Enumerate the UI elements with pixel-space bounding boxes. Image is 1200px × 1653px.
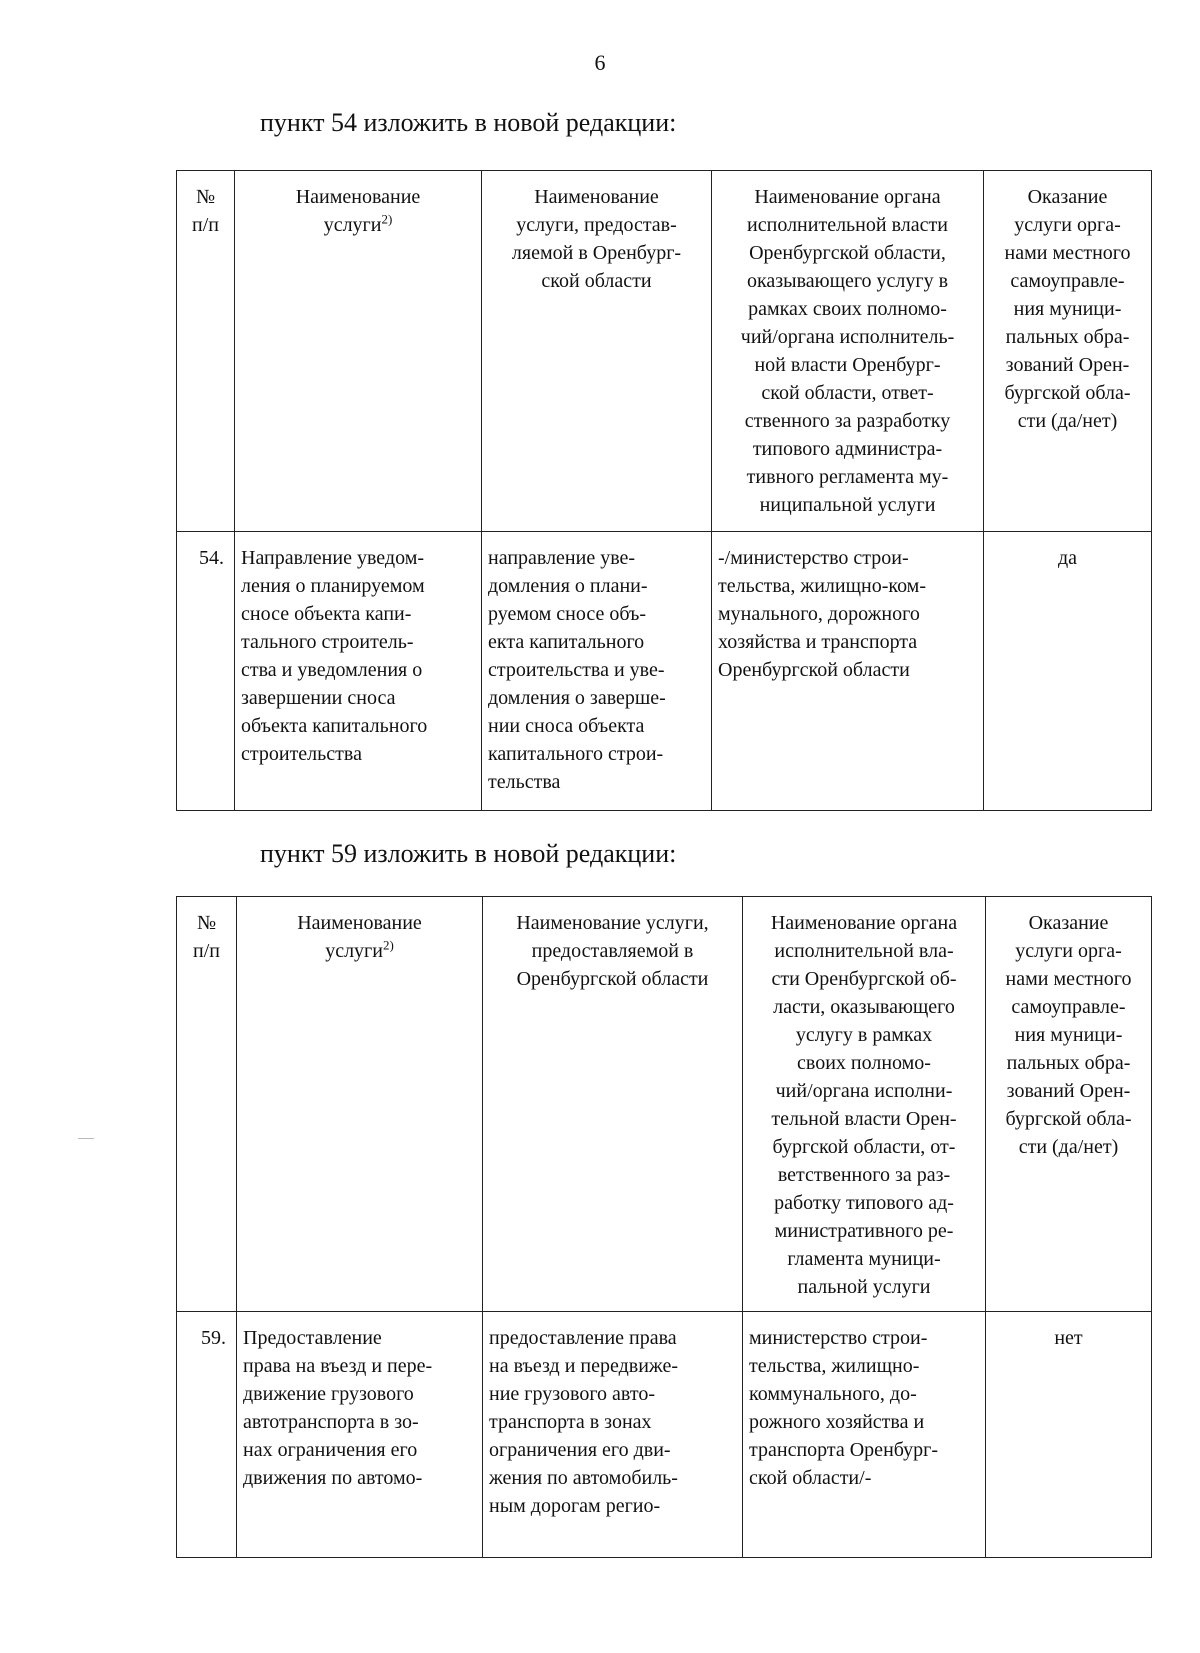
services-table-54: [176, 170, 1152, 811]
table-row: [177, 1312, 1152, 1558]
header-municipal: [986, 897, 1152, 1312]
row-organ-text: -/министерство строи- тельства, жилищно-ком- мунального, дорожного хозяйства и транспорта Оренбургской области: [718, 547, 926, 681]
row-municipal: да: [984, 532, 1152, 811]
row-service-oren: [483, 1312, 743, 1558]
row-organ-text: министерство строи- тельства, жилищно- коммунального, до- рожного хозяйства и транспорта Оренбург- ской области/-: [749, 1327, 939, 1489]
services-table-59: [176, 896, 1152, 1558]
row-municipal: нет: [986, 1312, 1152, 1558]
row-service-name-text: Предоставление права на въезд и пере- движение грузового автотранспорта в зо- нах ограничения его движения по автомо-: [243, 1327, 433, 1489]
row-organ: [712, 532, 984, 811]
header-num: [177, 897, 237, 1312]
header-service-name-text: Наименование услуги$^{2)}$: [295, 186, 421, 236]
header-num: [177, 171, 235, 532]
header-num-text: № п/п: [192, 186, 219, 236]
table-header-row: [177, 171, 1152, 532]
footnote-ref: 2): [381, 211, 393, 227]
header-service-oren-text: Наименование услуги, предоставляемой в Оренбургской области: [516, 912, 709, 990]
table-row: [177, 532, 1152, 811]
header-service-oren: [483, 897, 743, 1312]
margin-mark: [78, 1138, 94, 1139]
header-service-name: [237, 897, 483, 1312]
header-service-oren-text: Наименование услуги, предостав- ляемой в Оренбург- ской области: [511, 186, 682, 292]
row-service-name: [235, 532, 482, 811]
row-num: 54.: [177, 532, 235, 811]
header-organ: [712, 171, 984, 532]
header-service-name-text: Наименование услуги$^{2)}$: [297, 912, 422, 962]
header-organ: [743, 897, 986, 1312]
row-service-oren: [482, 532, 712, 811]
header-municipal: [984, 171, 1152, 532]
row-service-oren-text: предоставление права на въезд и передвиже- ние грузового авто- транспорта в зонах ограничения его дви- жения по автомобиль- ным дорогам регио-: [489, 1327, 679, 1517]
header-organ-text: Наименование органа исполнительной власти Оренбургской области, оказывающего услугу в рамках своих полномо- чий/органа исполнитель- ной власти Оренбург- ской области, ответ- ственного за разработку типового администра- тивного регламента му- ниципальной услуги: [740, 186, 955, 516]
row-service-name-text: Направление уведом- ления о планируемом сносе объекта капи- тального строитель- ства и уведомления о завершении сноса объекта капитального строительства: [241, 547, 428, 765]
header-organ-text: Наименование органа исполнительной вла- сти Оренбургской об- ласти, оказывающего услугу в рамках своих полномо- чий/органа исполни- тельной власти Орен- бургской области, от- ветственного за раз- работку типового ад- министративного ре- гламента муници- пальной услуги: [770, 912, 958, 1298]
header-service-name: [235, 171, 482, 532]
row-num: 59.: [177, 1312, 237, 1558]
section-intro-59: пункт 59 изложить в новой редакции:: [260, 839, 677, 868]
table-header-row: [177, 897, 1152, 1312]
section-intro-54: пункт 54 изложить в новой редакции:: [260, 108, 677, 137]
header-service-oren: [482, 171, 712, 532]
row-service-oren-text: направление уве- домления о плани- руемом сносе объ- екта капитального строительства и уве- домления о заверше- нии сноса объекта капитального строи- тельства: [488, 547, 666, 793]
row-organ: [743, 1312, 986, 1558]
page-number: 6: [594, 50, 606, 75]
header-municipal-text: Оказание услуги орга- нами местного самоуправле- ния муници- пальных обра- зований Орен- бургской обла- сти (да/нет): [1004, 186, 1131, 432]
header-municipal-text: Оказание услуги орга- нами местного самоуправле- ния муници- пальных обра- зований Орен- бургской обла- сти (да/нет): [1005, 912, 1132, 1158]
footnote-ref: 2): [382, 937, 394, 953]
row-service-name: [237, 1312, 483, 1558]
header-num-text: № п/п: [193, 912, 220, 962]
